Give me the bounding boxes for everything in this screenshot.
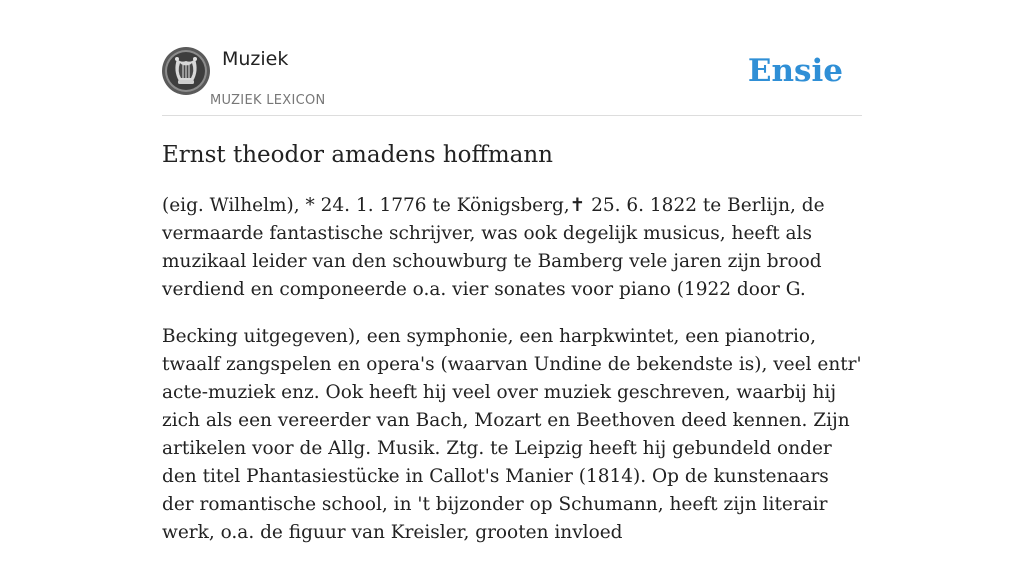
site-header bbox=[162, 44, 862, 116]
lyre-emblem-icon[interactable] bbox=[162, 47, 210, 95]
article-paragraph: Becking uitgegeven), een symphonie, een harpkwintet, een pianotrio, twaalf zangspelen en opera's (waarvan Undine de bekendste is), veel entr' acte-muziek enz. Ook heeft hij veel over muziek geschreven, waarbij hij zich als een vereerder van Bach, Mozart en Beethoven deed kennen. Zijn artikelen voor de Allg. Musik. Ztg. te Leipzig heeft hij gebundeld onder den titel Phantasiestücke in Callot's Manier (1814). Op de kunstenaars der romantische school, in 't bijzonder op Schumann, heeft zijn literair werk, o.a. de figuur van Kreisler, grooten invloed bbox=[162, 326, 862, 543]
site-name[interactable]: Muziek bbox=[222, 48, 289, 70]
brand-logo[interactable]: Ensie bbox=[747, 53, 843, 89]
site-subtitle[interactable]: MUZIEK LEXICON bbox=[210, 93, 326, 108]
article-paragraph: (eig. Wilhelm), * 24. 1. 1776 te Königsberg,✝ 25. 6. 1822 te Berlijn, de vermaarde fantastische schrijver, was ook degelijk musicus, heeft als muzikaal leider van den schouwburg te Bamberg vele jaren zijn brood verdiend en componeerde o.a. vier sonates voor piano (1922 door G. bbox=[162, 195, 825, 300]
article-body bbox=[162, 192, 862, 566]
article-title: Ernst theodor amadens hoffmann bbox=[162, 142, 553, 168]
